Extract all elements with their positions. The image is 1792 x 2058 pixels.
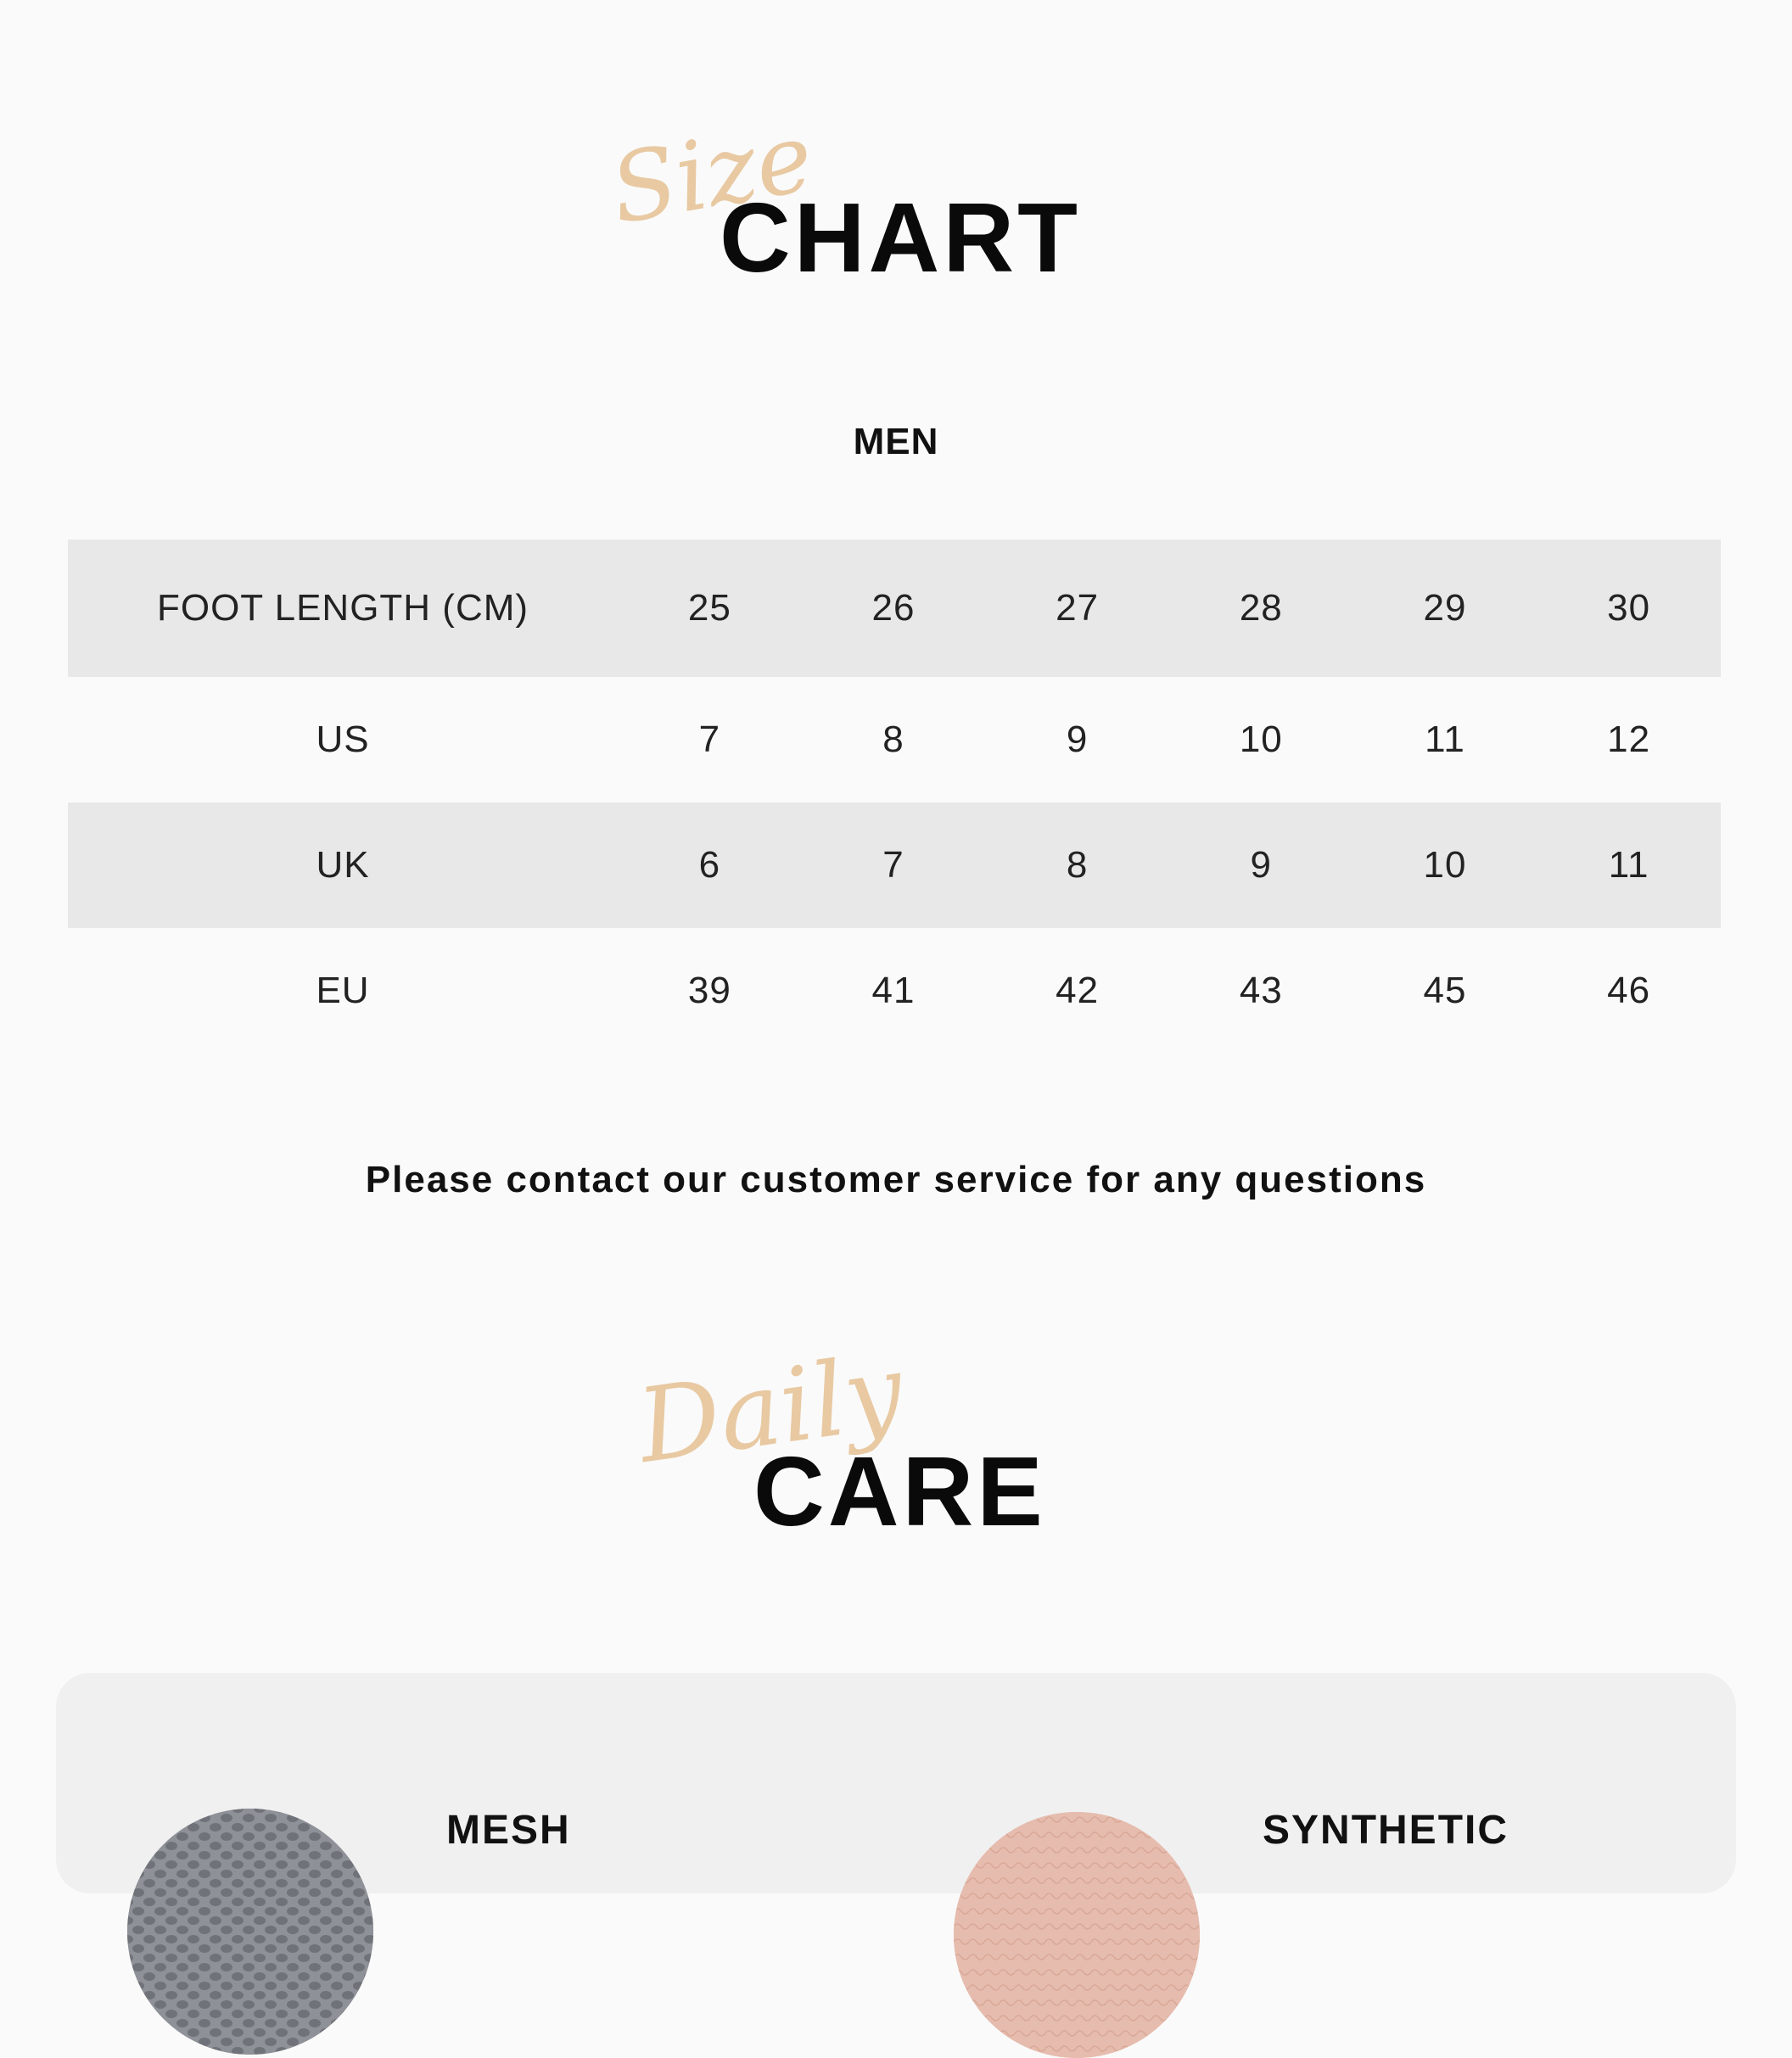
mesh-texture-icon — [127, 1809, 373, 2055]
table-cell: 42 — [1056, 970, 1100, 1011]
chart-title: CHART — [720, 182, 1081, 293]
row-label: FOOT LENGTH (CM) — [156, 587, 529, 629]
table-cell: 12 — [1607, 719, 1651, 760]
table-cell: 6 — [698, 844, 721, 886]
table-row-eu — [68, 928, 1721, 1054]
size-script-text: Size — [602, 102, 821, 246]
table-cell: 46 — [1607, 970, 1651, 1011]
table-row-foot-length — [68, 540, 1721, 677]
row-label: UK — [316, 844, 370, 886]
table-cell: 27 — [1056, 587, 1100, 629]
customer-service-note: Please contact our customer service for any questions — [365, 1159, 1427, 1200]
table-cell: 9 — [1066, 719, 1089, 760]
table-row-uk — [68, 803, 1721, 928]
table-cell: 11 — [1608, 844, 1649, 886]
table-cell: 8 — [1066, 844, 1089, 886]
table-cell: 45 — [1423, 970, 1467, 1011]
table-cell: 10 — [1423, 844, 1467, 886]
table-cell: 8 — [882, 719, 904, 760]
table-cell: 26 — [871, 587, 916, 629]
care-title: CARE — [753, 1436, 1046, 1546]
table-cell: 7 — [698, 719, 721, 760]
men-label: MEN — [853, 421, 939, 462]
table-cell: 7 — [882, 844, 904, 886]
synthetic-texture-icon — [954, 1812, 1200, 2058]
table-cell: 10 — [1239, 719, 1283, 760]
table-cell: 11 — [1425, 719, 1465, 760]
synthetic-swatch-image — [954, 1812, 1200, 2058]
table-cell: 28 — [1239, 587, 1283, 629]
row-label: US — [316, 719, 370, 760]
table-cell: 39 — [687, 970, 731, 1011]
table-row-us — [68, 677, 1721, 803]
mesh-material-name: MESH — [446, 1808, 571, 1853]
table-cell: 41 — [871, 970, 916, 1011]
size-table — [68, 540, 1721, 1054]
table-cell: 9 — [1250, 844, 1273, 886]
row-label: EU — [316, 970, 370, 1011]
table-cell: 30 — [1607, 587, 1651, 629]
mesh-swatch-image — [127, 1809, 373, 2055]
table-cell: 25 — [687, 587, 731, 629]
daily-script-text: Daily — [630, 1332, 910, 1487]
table-cell: 43 — [1239, 970, 1283, 1011]
synthetic-material-name: SYNTHETIC — [1263, 1808, 1509, 1853]
table-cell: 29 — [1423, 587, 1467, 629]
